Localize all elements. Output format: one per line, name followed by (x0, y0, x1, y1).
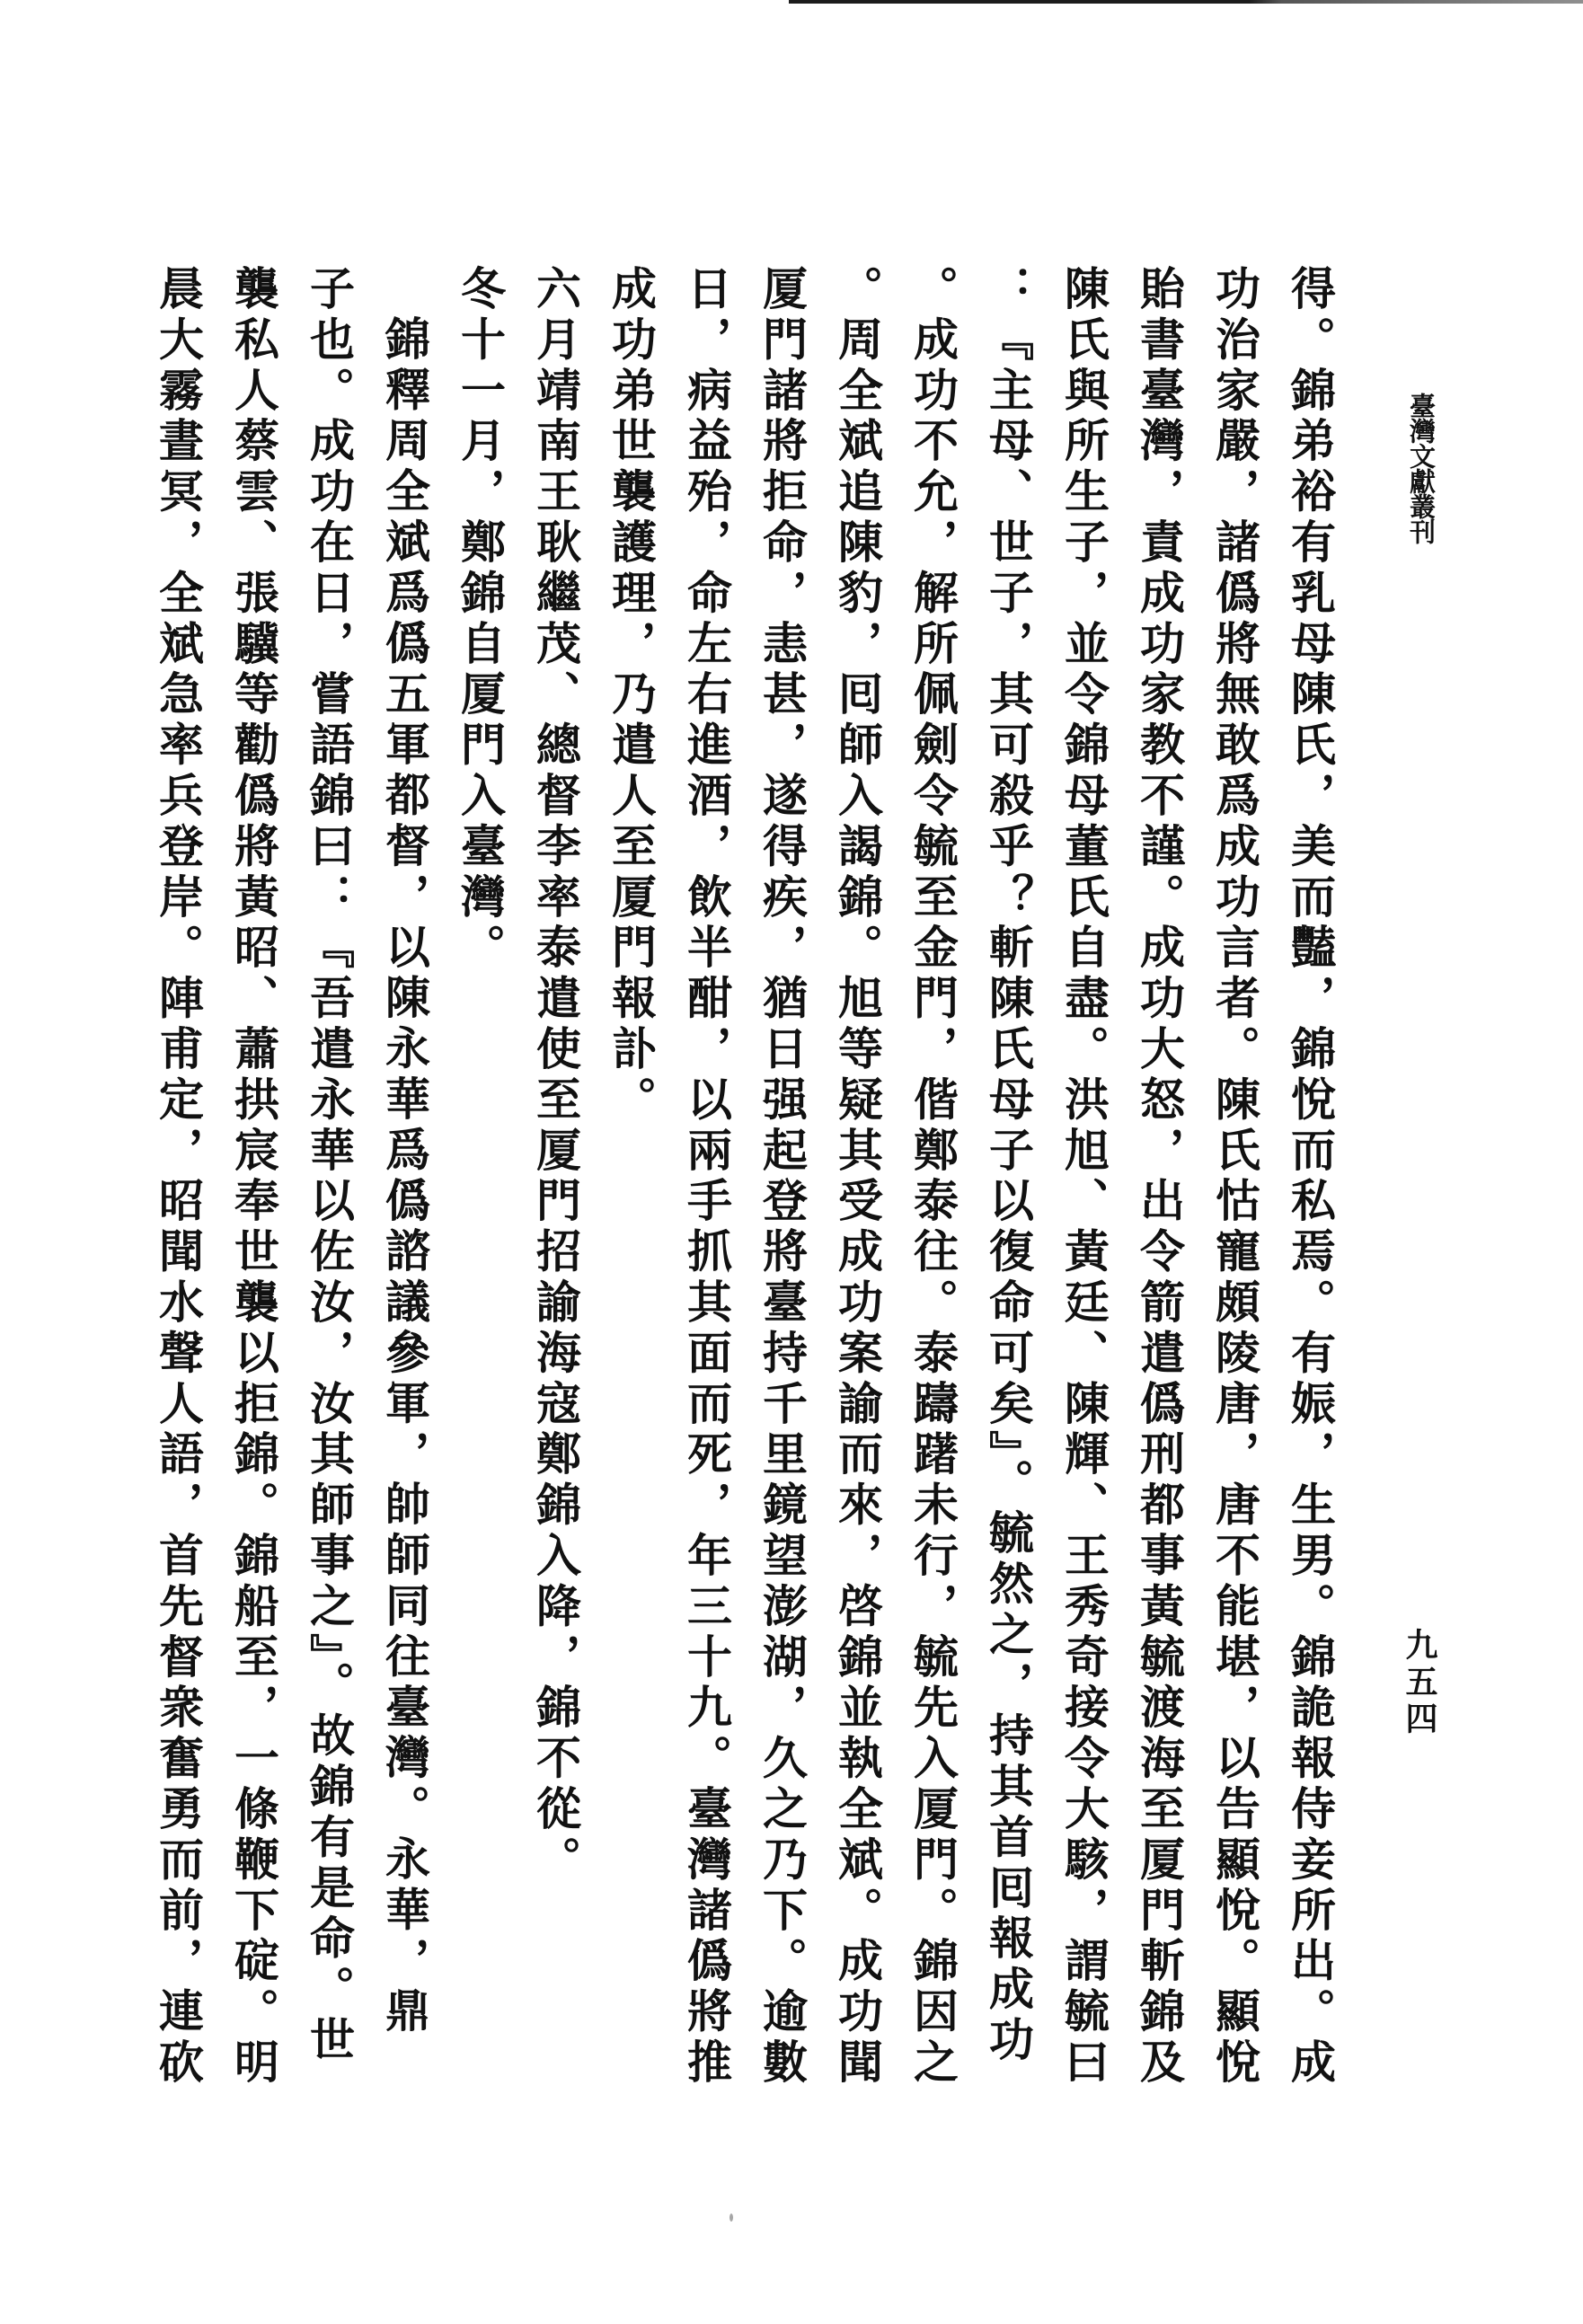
scan-speck (730, 2214, 733, 2222)
text-column-5: ：『主母、世子，其可殺乎？斬陳氏母子以復命可矣』。毓然之，持其首囘報成功 (982, 265, 1035, 2067)
text-column-6: 。成功不允，解所佩劍令毓至金門，偕鄭泰往。泰躊躇未行，毓先入厦門。錦因之 (906, 265, 960, 2090)
text-column-10: 成功弟世襲護理，乃遣人至厦門報訃。 (605, 265, 658, 1127)
text-column-3: 貽書臺灣，責成功家教不謹。成功大怒，出令箭遣僞刑都事黃毓渡海至厦門斬錦及 (1133, 265, 1186, 2090)
series-title: 臺灣文獻叢刊 (1406, 393, 1437, 543)
text-column-8: 厦門諸將拒命，恚甚，遂得疾，猶日强起登將臺持千里鏡望澎湖，久之乃下。逾數 (756, 265, 809, 2090)
text-column-15: 襲私人蔡雲、張驥等勸僞將黃昭、蕭拱宸奉世襲以拒錦。錦船至，一條鞭下碇。明 (227, 265, 280, 2090)
scan-artifact-line (789, 0, 1583, 4)
text-column-13: 錦釋周全斌爲僞五軍都督，以陳永華爲僞諮議參軍，帥師同往臺灣。永華，鼎 (378, 315, 431, 2038)
page-number: 九五四 (1401, 1628, 1438, 1738)
text-column-11: 六月靖南王耿繼茂、總督李率泰遣使至厦門招諭海寇鄭錦入降，錦不從。 (529, 265, 582, 1887)
text-column-7: 。周全斌追陳豹，囘師入謁錦。旭等疑其受成功案諭而來，啓錦並執全斌。成功聞 (831, 265, 884, 2090)
text-column-1: 得。錦弟裕有乳母陳氏，美而豔，錦悅而私焉。有娠，生男。錦詭報侍妾所出。成 (1284, 265, 1337, 2090)
text-column-12: 冬十一月，鄭錦自厦門入臺灣。 (454, 265, 507, 975)
text-block (140, 265, 1348, 2098)
text-column-9: 日，病益殆，命左右進酒，飲半酣，以兩手抓其面而死，年三十九。臺灣諸僞將推 (680, 265, 733, 2090)
text-column-2: 功治家嚴，諸僞將無敢爲成功言者。陳氏怙寵頗陵唐，唐不能堪，以告顯悅。顯悅 (1208, 265, 1261, 2090)
text-column-4: 陳氏與所生子，並令錦母董氏自盡。洪旭、黃廷、陳輝、王秀奇接令大駭，謂毓曰 (1057, 265, 1110, 2090)
text-column-14: 子也。成功在日，嘗語錦曰：『吾遣永華以佐汝，汝其師事之』。故錦有是命。世 (303, 265, 356, 2067)
text-column-16: 晨大霧晝冥，全斌急率兵登岸。陣甫定，昭聞水聲人語，首先督衆奮勇而前，連砍 (152, 265, 205, 2090)
